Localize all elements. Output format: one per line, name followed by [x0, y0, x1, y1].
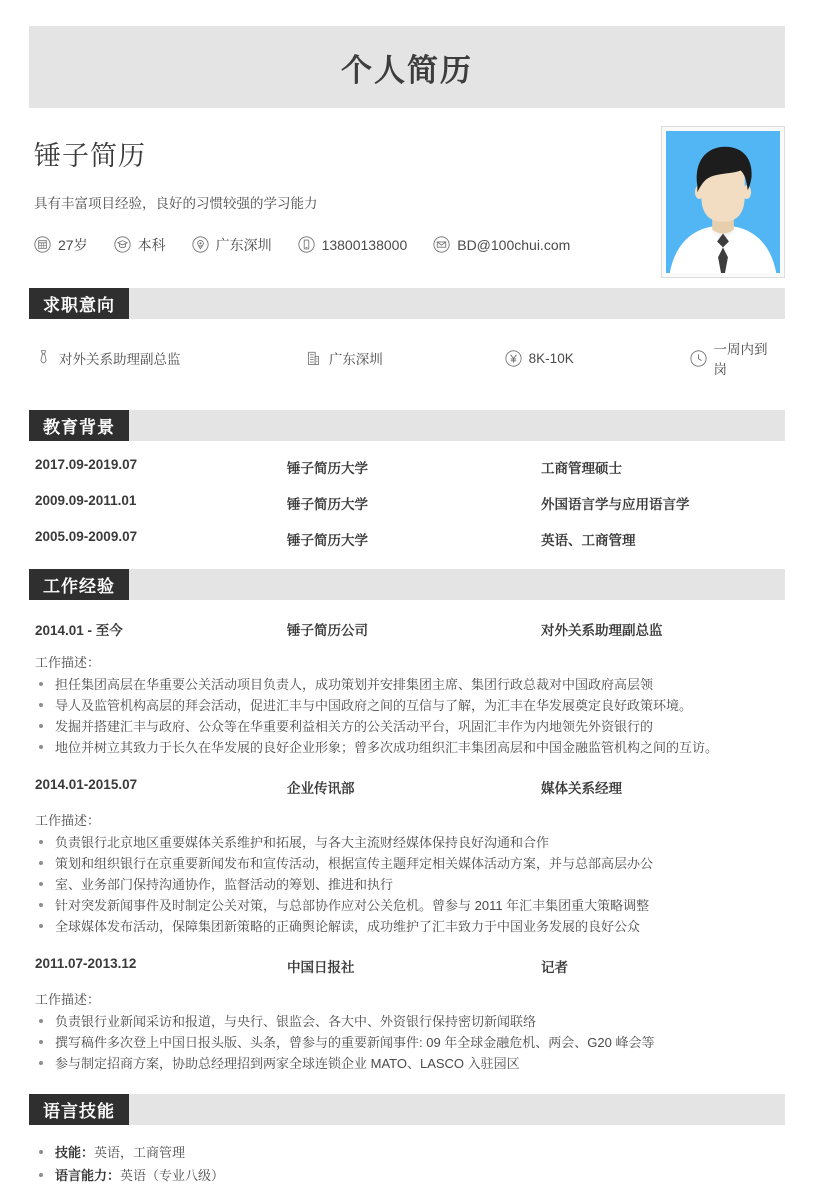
- work-description-label: 工作描述：: [35, 992, 101, 1007]
- work-company: 企业传讯部: [287, 781, 355, 796]
- job-intention-city: [305, 348, 505, 368]
- work-position: 媒体关系经理: [541, 781, 622, 796]
- education-major: 外国语言学与应用语言学: [541, 497, 690, 512]
- skill-value: 英语，工商管理: [94, 1145, 186, 1160]
- section-header-work-experience: [29, 569, 785, 600]
- skill-key: 技能：: [55, 1145, 95, 1160]
- section-header-education: [29, 410, 785, 441]
- profile-meta-education: [114, 236, 166, 253]
- work-company: 锤子简历公司: [287, 623, 368, 638]
- job-intention-salary-value: 8K-10K: [528, 350, 574, 366]
- profile-meta-education-value: 本科: [137, 236, 166, 253]
- list-item: 导人及监管机构高层的拜会活动，促进汇丰与中国政府之间的互信与了解，为汇丰在华发展奠定良好政策环境。: [37, 695, 785, 716]
- work-description-list: [29, 674, 785, 758]
- list-item: 撰写稿件多次登上中国日报头版、头条，曾参与的重要新闻事件: 09 年全球金融危机、两会、G20 峰会等: [37, 1032, 785, 1053]
- list-item: 负责银行业新闻采访和报道，与央行、银监会、各大中、外资银行保持密切新闻联络: [37, 1011, 785, 1032]
- work-description-list: [29, 832, 785, 937]
- list-item: 地位并树立其致力于长久在华发展的良好企业形象；曾多次成功组织汇丰集团高层和中国金融监管机构之间的互访。: [37, 737, 785, 758]
- work-period: 2014.01 - 至今: [35, 623, 123, 638]
- candidate-name: 锤子简历: [34, 141, 146, 171]
- job-intention-position: [35, 348, 305, 368]
- education-school: 锤子简历大学: [287, 533, 368, 548]
- profile-meta-age-value: 27岁: [58, 236, 88, 253]
- yen-coin-icon: [505, 350, 522, 367]
- document-title-band: [29, 26, 785, 108]
- necktie-icon: [35, 349, 52, 367]
- profile-meta-email-value: BD@100chui.com: [457, 236, 571, 253]
- skill-value: 英语（专业八级）: [120, 1168, 225, 1183]
- candidate-tagline: 具有丰富项目经验，良好的习惯较强的学习能力: [34, 196, 318, 211]
- list-item: 担任集团高层在华重要公关活动项目负责人，成功策划并安排集团主席、集团行政总裁对中国政府高层领: [37, 674, 785, 695]
- education-major: 工商管理硕士: [541, 461, 622, 476]
- profile-meta-location: [192, 236, 272, 253]
- education-period: 2005.09-2009.07: [35, 529, 138, 544]
- phone-icon: [298, 236, 315, 253]
- list-item: 室、业务部门保持沟通协作，监督活动的筹划、推进和执行: [37, 874, 785, 895]
- work-position: 对外关系助理副总监: [541, 623, 663, 638]
- work-position: 记者: [541, 960, 568, 975]
- work-period: 2014.01-2015.07: [35, 777, 138, 792]
- profile-meta-age: [34, 236, 88, 253]
- list-item: [37, 1141, 785, 1164]
- education-period: 2009.09-2011.01: [35, 493, 137, 508]
- work-period: 2011.07-2013.12: [35, 956, 137, 971]
- section-title-education: 教育背景: [29, 410, 129, 441]
- language-skills-list: [29, 1125, 785, 1187]
- job-intention-availability-value: 一周内到岗: [713, 342, 768, 377]
- list-item: 全球媒体发布活动，保障集团新策略的正确舆论解读，成功维护了汇丰致力于中国业务发展的良好公众: [37, 916, 785, 937]
- list-item: 针对突发新闻事件及时制定公关对策，与总部协作应对公关危机。曾参与 2011 年汇丰集团重大策略调整: [37, 895, 785, 916]
- graduation-cap-icon: [114, 236, 131, 253]
- list-item: 发掘并搭建汇丰与政府、公众等在华重要利益相关方的公关活动平台，巩固汇丰作为内地领先外资银行的: [37, 716, 785, 737]
- work-job-header: [29, 758, 785, 797]
- section-title-job-intention: 求职意向: [29, 288, 129, 319]
- section-header-language-skills: [29, 1094, 785, 1125]
- education-row: [29, 477, 785, 513]
- profile-meta-location-value: 广东深圳: [215, 236, 272, 253]
- section-header-job-intention: [29, 288, 785, 319]
- list-item: 参与制定招商方案，协助总经理招到两家全球连锁企业 MATO、LASCO 入驻园区: [37, 1053, 785, 1074]
- work-job-header: [29, 937, 785, 976]
- education-row: [29, 441, 785, 477]
- job-intention-city-value: 广东深圳: [328, 352, 383, 367]
- location-pin-icon: [192, 236, 209, 253]
- work-description-list: [29, 1011, 785, 1074]
- job-intention-salary: [505, 350, 690, 367]
- skill-key: 语言能力：: [55, 1168, 121, 1183]
- education-school: 锤子简历大学: [287, 461, 368, 476]
- job-intention-availability: [690, 338, 781, 378]
- work-description-label: 工作描述：: [35, 655, 101, 670]
- job-intention-row: [29, 319, 785, 390]
- profile-section: [29, 108, 785, 268]
- work-job-header: [29, 600, 785, 639]
- profile-meta-phone: [298, 236, 408, 253]
- list-item: 策划和组织银行在京重要新闻发布和宣传活动，根据宣传主题拜定相关媒体活动方案，并与总部高层办公: [37, 853, 785, 874]
- education-school: 锤子简历大学: [287, 497, 368, 512]
- profile-meta-phone-value: 13800138000: [321, 236, 408, 253]
- list-item: [37, 1164, 785, 1187]
- calendar-icon: [34, 236, 51, 253]
- work-description-label: 工作描述：: [35, 813, 101, 828]
- list-item: 负责银行北京地区重要媒体关系维护和拓展，与各大主流财经媒体保持良好沟通和合作: [37, 832, 785, 853]
- work-company: 中国日报社: [287, 960, 355, 975]
- job-intention-position-value: 对外关系助理副总监: [59, 352, 181, 367]
- section-title-language-skills: 语言技能: [29, 1094, 129, 1125]
- education-major: 英语、工商管理: [541, 533, 636, 548]
- section-title-work-experience: 工作经验: [29, 569, 129, 600]
- clock-icon: [690, 350, 707, 367]
- avatar-frame: [661, 126, 785, 278]
- education-period: 2017.09-2019.07: [35, 457, 138, 472]
- envelope-icon: [433, 236, 450, 253]
- profile-meta-email: [433, 236, 570, 253]
- education-row: [29, 513, 785, 549]
- building-icon: [305, 349, 322, 367]
- avatar: [666, 131, 780, 273]
- page-title: 个人简历: [341, 52, 473, 88]
